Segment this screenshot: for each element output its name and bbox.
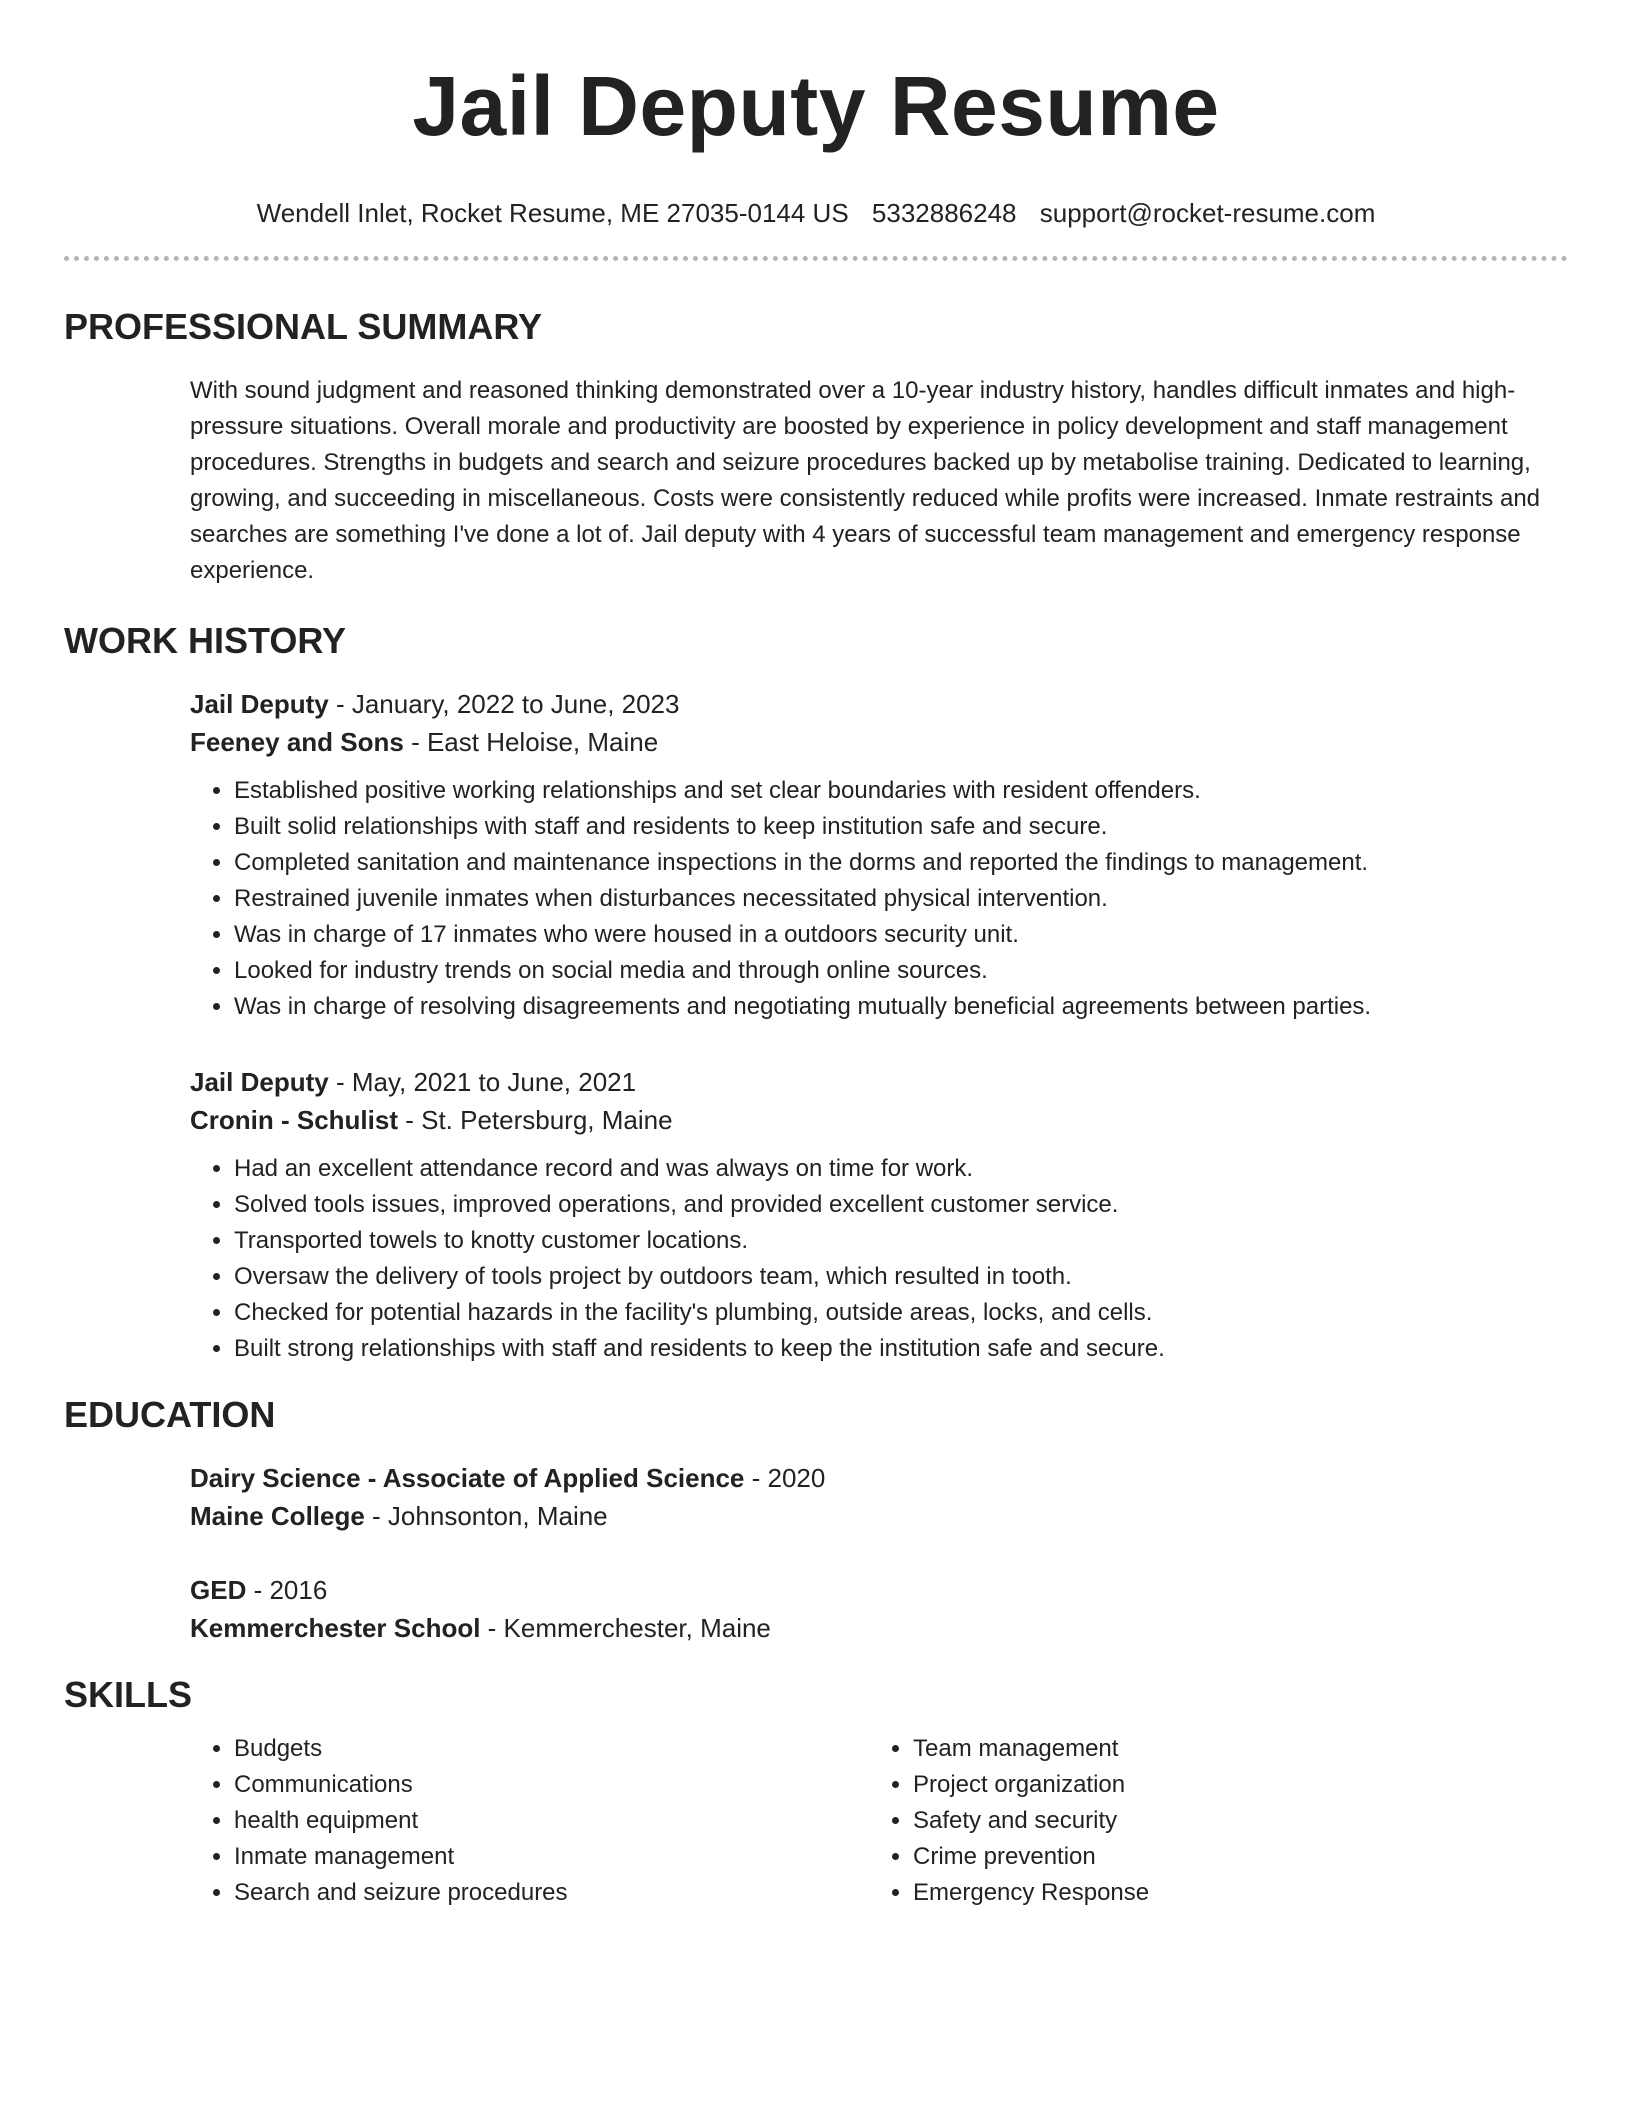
job-position: Jail Deputy [190, 1067, 329, 1097]
skills-column-left [190, 1731, 869, 1911]
job-position: Jail Deputy [190, 689, 329, 719]
list-item: • Was in charge of 17 inmates who were housed in a outdoors security unit. [234, 917, 1568, 953]
degree-name: GED [190, 1575, 247, 1605]
section-title-summary: PROFESSIONAL SUMMARY [64, 306, 543, 347]
job-entry [64, 1063, 1568, 1367]
list-item: • Communications [234, 1767, 869, 1803]
list-item: • Solved tools issues, improved operations, and provided excellent customer service. [234, 1187, 1568, 1223]
job-duties-list [190, 773, 1568, 1025]
job-dates: - May, 2021 to June, 2021 [328, 1067, 637, 1097]
skills-grid [190, 1731, 1568, 1911]
resume-page [64, 0, 1568, 1911]
list-item: • Looked for industry trends on social media and through online sources. [234, 953, 1568, 989]
list-item: • Built solid relationships with staff and residents to keep institution safe and secure. [234, 809, 1568, 845]
job-location: - East Heloise, Maine [403, 727, 659, 757]
list-item: • Team management [913, 1731, 1548, 1767]
school-name: Maine College [190, 1501, 365, 1531]
section-title-skills: SKILLS [64, 1674, 193, 1715]
job-duties-list [190, 1151, 1568, 1367]
resume-title: Jail Deputy Resume [412, 59, 1220, 153]
contact-email: support@rocket-resume.com [1039, 198, 1376, 228]
education-entry [64, 1459, 1568, 1535]
degree-line [190, 1571, 1568, 1609]
list-item: • Checked for potential hazards in the facility's plumbing, outside areas, locks, and cells. [234, 1295, 1568, 1331]
school-name: Kemmerchester School [190, 1613, 481, 1643]
skills-column-right [869, 1731, 1548, 1911]
contact-address: Wendell Inlet, Rocket Resume, ME 27035-0144 US [256, 198, 849, 228]
list-item: • Crime prevention [913, 1839, 1548, 1875]
list-item: • Safety and security [913, 1803, 1548, 1839]
list-item: • Built strong relationships with staff and residents to keep the institution safe and secure. [234, 1331, 1568, 1367]
job-company: Feeney and Sons [190, 727, 404, 757]
contact-line [64, 196, 1568, 230]
school-line [190, 1609, 1568, 1647]
job-title-line [190, 685, 1568, 723]
list-item: • Was in charge of resolving disagreements and negotiating mutually beneficial agreements between parties. [234, 989, 1568, 1025]
list-item: • Established positive working relationships and set clear boundaries with resident offenders. [234, 773, 1568, 809]
list-item: • health equipment [234, 1803, 869, 1839]
summary-text: With sound judgment and reasoned thinking demonstrated over a 10-year industry history, handles difficult inmates and high-pressure situations. Overall morale and productivity are boosted by experience in policy development and staff management procedures. Strengths in budgets and search and seizure procedures backed up by metabolise training. Dedicated to learning, growing, and succeeding in miscellaneous. Costs were consistently reduced while profits were increased. Inmate restraints and searches are something I've done a lot of. Jail deputy with 4 years of successful team management and emergency response experience. [190, 377, 1541, 584]
job-title-line [190, 1063, 1568, 1101]
job-company-line [190, 1101, 1568, 1139]
job-dates: - January, 2022 to June, 2023 [328, 689, 680, 719]
contact-phone: 5332886248 [871, 198, 1017, 228]
degree-year: - 2020 [744, 1463, 826, 1493]
list-item: • Budgets [234, 1731, 869, 1767]
list-item: • Had an excellent attendance record and was always on time for work. [234, 1151, 1568, 1187]
school-location: - Kemmerchester, Maine [480, 1613, 771, 1643]
section-title-work-history: WORK HISTORY [64, 620, 347, 661]
school-location: - Johnsonton, Maine [364, 1501, 608, 1531]
education-entry [64, 1571, 1568, 1647]
list-item: • Oversaw the delivery of tools project by outdoors team, which resulted in tooth. [234, 1259, 1568, 1295]
job-company-line [190, 723, 1568, 761]
list-item: • Project organization [913, 1767, 1548, 1803]
list-item: • Inmate management [234, 1839, 869, 1875]
list-item: • Emergency Response [913, 1875, 1548, 1911]
section-title-education: EDUCATION [64, 1394, 276, 1435]
degree-line [190, 1459, 1568, 1497]
header-divider [64, 256, 1568, 261]
list-item: • Transported towels to knotty customer locations. [234, 1223, 1568, 1259]
job-company: Cronin - Schulist [190, 1105, 398, 1135]
list-item: • Completed sanitation and maintenance inspections in the dorms and reported the findings to management. [234, 845, 1568, 881]
degree-year: - 2016 [246, 1575, 328, 1605]
list-item: • Restrained juvenile inmates when disturbances necessitated physical intervention. [234, 881, 1568, 917]
job-location: - St. Petersburg, Maine [398, 1105, 673, 1135]
job-entry [64, 685, 1568, 1025]
degree-name: Dairy Science - Associate of Applied Science [190, 1463, 745, 1493]
school-line [190, 1497, 1568, 1535]
list-item: • Search and seizure procedures [234, 1875, 869, 1911]
